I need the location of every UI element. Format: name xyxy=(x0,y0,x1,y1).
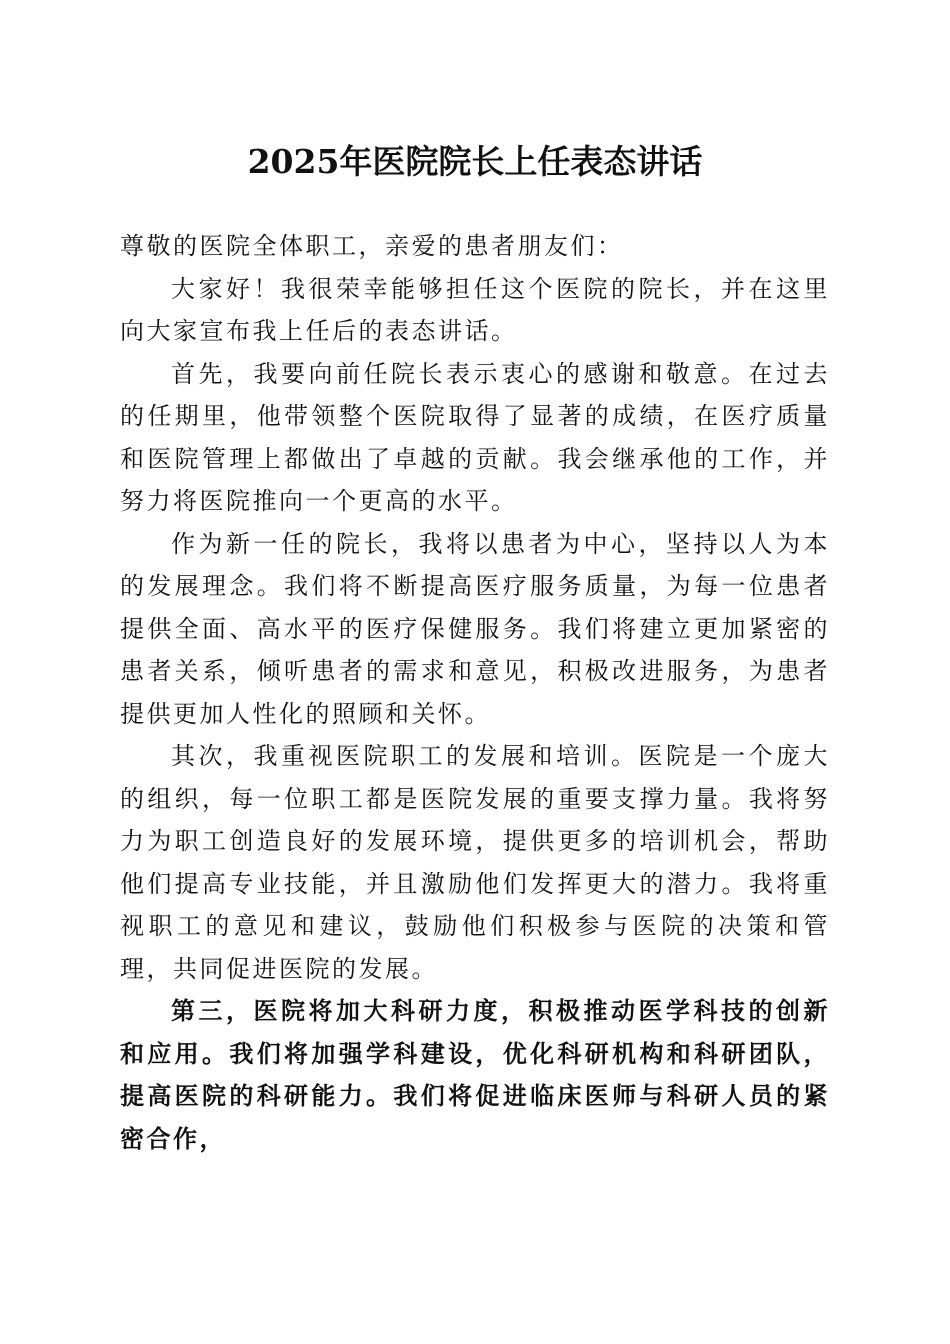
paragraph-patient-centered: 作为新一任的院长，我将以患者为中心，坚持以人为本的发展理念。我们将不断提高医疗服务质量，为每一位患者提供全面、高水平的医疗保健服务。我们将建立更加紧密的患者关系，倾听患者的需求和意见，积极改进服务，为患者提供更加人性化的照顾和关怀。 xyxy=(120,529,830,728)
paragraph-greeting: 大家好！我很荣幸能够担任这个医院的院长，并在这里向大家宣布我上任后的表态讲话。 xyxy=(120,274,830,345)
page-title: 2025年医院院长上任表态讲话 xyxy=(247,142,703,181)
document-body xyxy=(120,225,830,1160)
salutation: 尊敬的医院全体职工，亲爱的患者朋友们： xyxy=(120,232,624,260)
paragraph-thanks: 首先，我要向前任院长表示衷心的感谢和敬意。在过去的任期里，他带领整个医院取得了显著的成绩，在医疗质量和医院管理上都做出了卓越的贡献。我会继承他的工作，并努力将医院推向一个更高的水平。 xyxy=(120,359,830,515)
paragraph-staff-development: 其次，我重视医院职工的发展和培训。医院是一个庞大的组织，每一位职工都是医院发展的重要支撑力量。我将努力为职工创造良好的发展环境，提供更多的培训机会，帮助他们提高专业技能，并且激励他们发挥更大的潜力。我将重视职工的意见和建议，鼓励他们积极参与医院的决策和管理，共同促进医院的发展。 xyxy=(120,742,830,983)
paragraph-research: 第三，医院将加大科研力度，积极推动医学科技的创新和应用。我们将加强学科建设，优化科研机构和科研团队，提高医院的科研能力。我们将促进临床医师与科研人员的紧密合作， xyxy=(120,996,830,1153)
